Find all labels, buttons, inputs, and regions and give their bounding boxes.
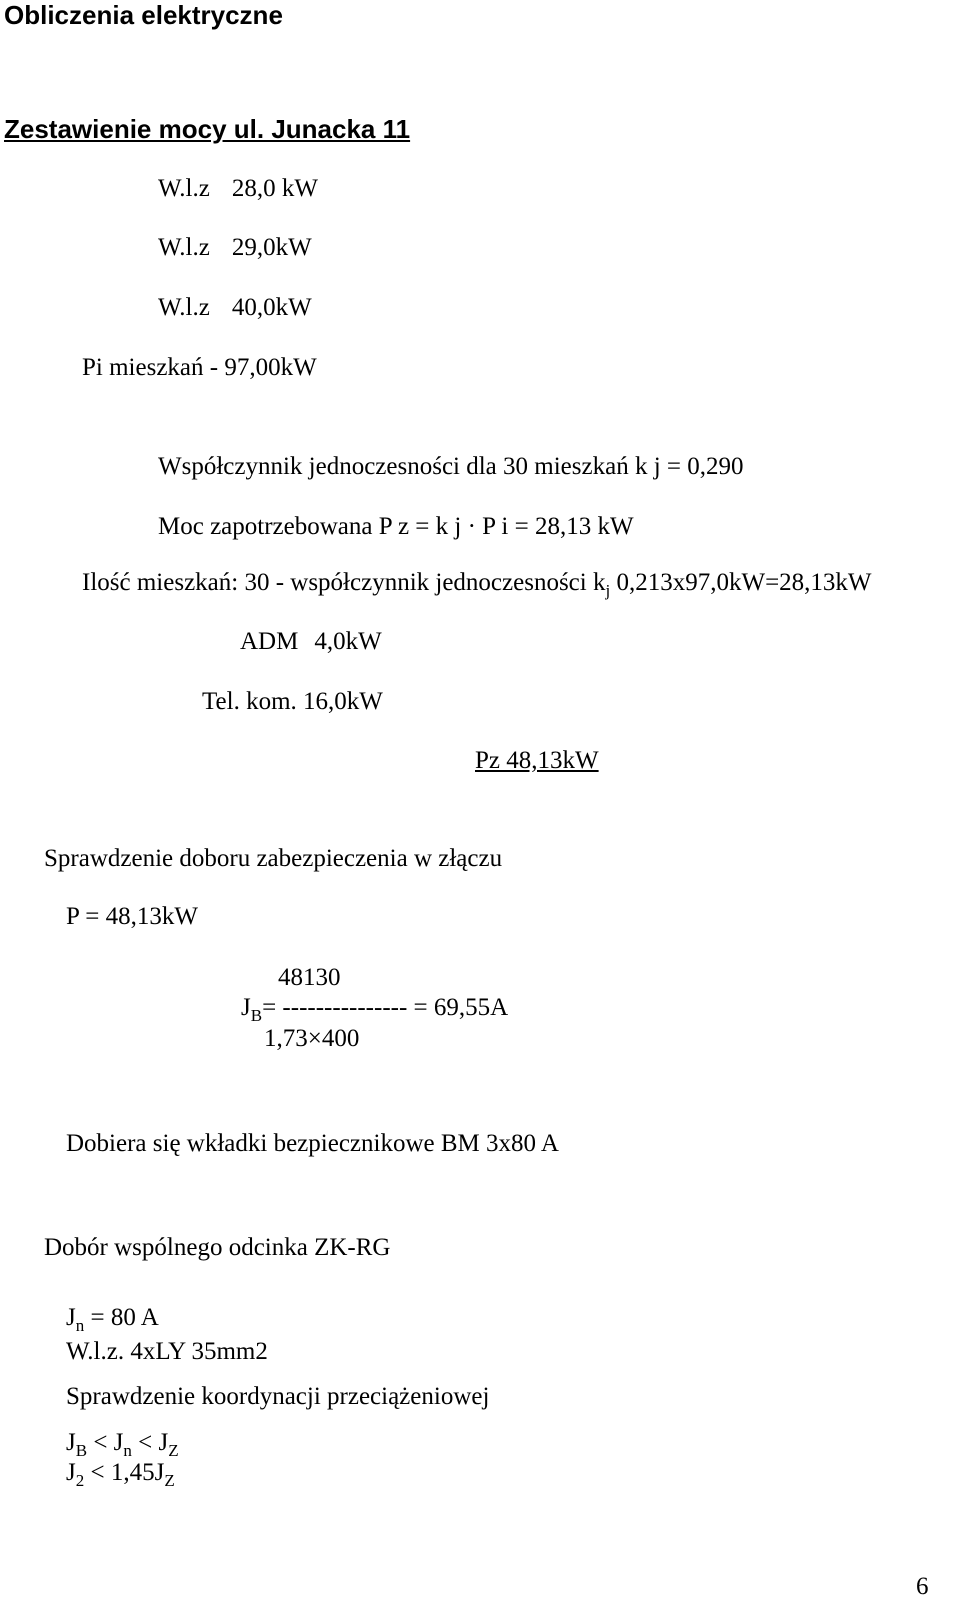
section-heading-segment: Dobór wspólnego odcinka ZK-RG (44, 1234, 391, 1261)
fuse-selection: Dobiera się wkładki bezpiecznikowe BM 3x80 A (66, 1130, 559, 1157)
apartment-count-line: Ilość mieszkań: 30 - współczynnik jednoczesności $k_j$ 0,213x97,0kW=28,13kW (82, 569, 872, 600)
section-heading-protection: Sprawdzenie doboru zabezpieczenia w złączu (44, 845, 503, 872)
cable-line: W.l.z. 4xLY 35mm2 (66, 1338, 268, 1365)
wlz-row-2 (158, 235, 312, 260)
power-line: P = 48,13kW (66, 903, 198, 930)
fraction-denominator: 1,73×400 (264, 1025, 360, 1052)
fraction-numerator: 48130 (278, 964, 341, 991)
wlz-label: W.l.z (158, 234, 210, 261)
wlz-label: W.l.z (158, 294, 210, 321)
pz-total: Pz 48,13kW (475, 747, 599, 774)
page-number: 6 (916, 1573, 929, 1600)
pi-total: Pi mieszkań - 97,00kW (82, 354, 317, 381)
relation-line-2: $J_2 < 1,45J_Z$ (66, 1459, 175, 1490)
wlz-label: W.l.z (158, 175, 210, 202)
wlz-row-1 (158, 176, 318, 201)
jb-formula: $J_B=$ --------------- = 69,55A (241, 994, 509, 1025)
wlz-value: 28,0 kW (231, 175, 318, 202)
coefficient-line: Współczynnik jednoczesności dla 30 mieszkań k j = 0,290 (158, 453, 744, 480)
section-heading-summary: Zestawienie mocy ul. Junacka 11 (4, 114, 411, 144)
wlz-value: 29,0kW (231, 234, 312, 261)
demand-line: Moc zapotrzebowana P z = k j · P i = 28,13 kW (158, 513, 634, 540)
coordination-heading: Sprawdzenie koordynacji przeciążeniowej (66, 1383, 490, 1410)
wlz-row-3 (158, 295, 312, 320)
jn-line: $J_n = 80$ A (66, 1304, 159, 1335)
tel-line: Tel. kom. 16,0kW (202, 688, 383, 715)
page-title: Obliczenia elektryczne (4, 0, 283, 30)
adm-line: ADM 4,0kW (240, 628, 382, 655)
wlz-value: 40,0kW (231, 294, 312, 321)
relation-line-1: $J_B < J_n < J_Z$ (66, 1429, 179, 1460)
